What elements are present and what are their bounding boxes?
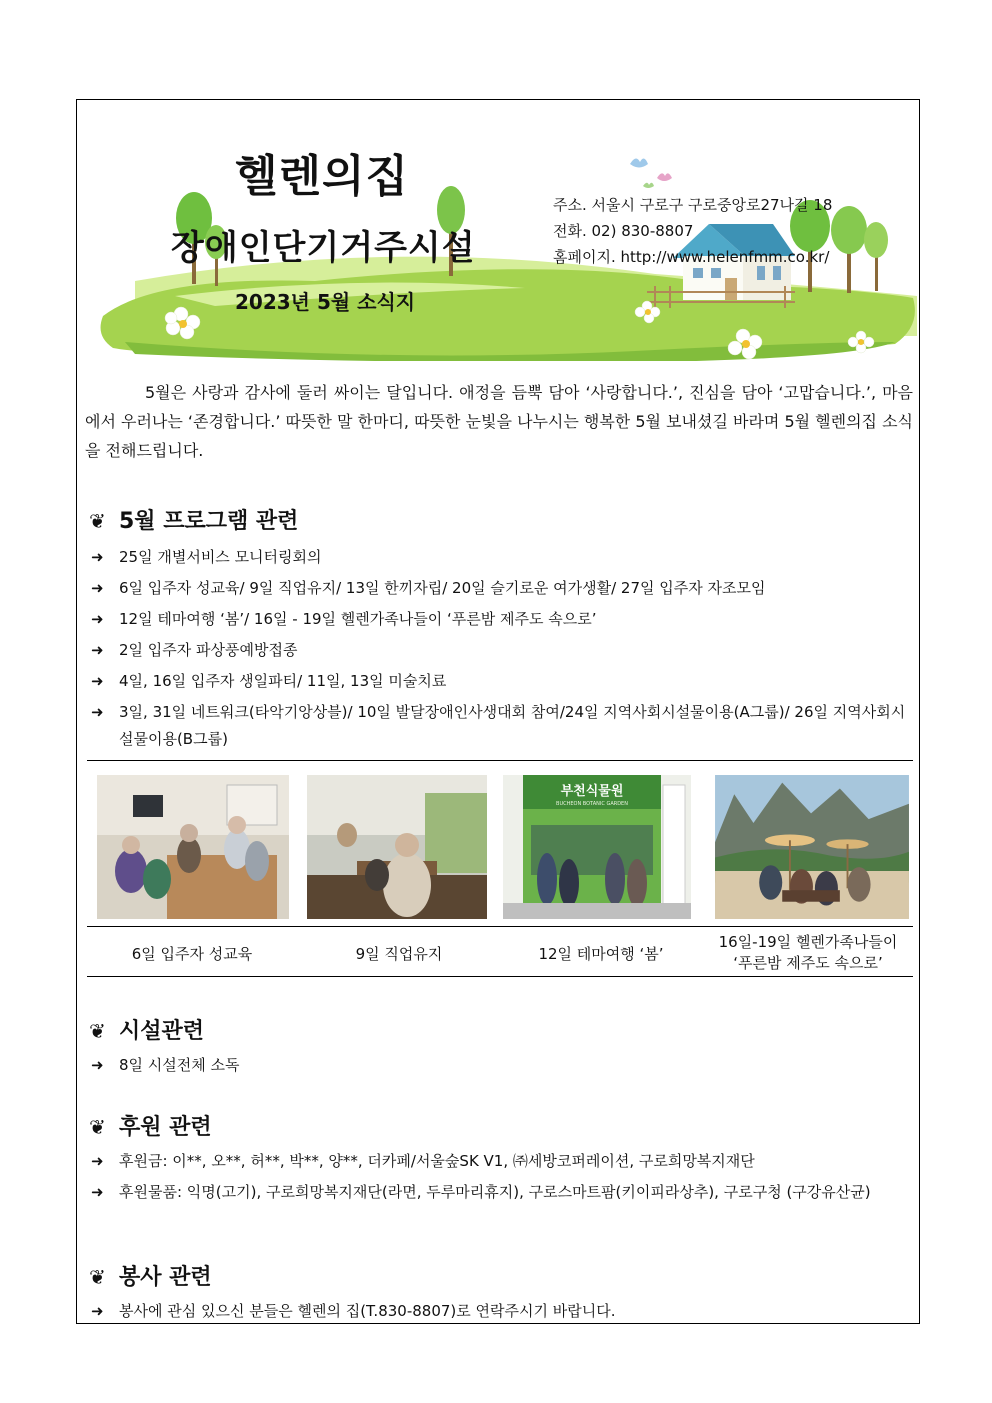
garden-sign-text: 부천식물원 [560, 784, 624, 799]
contact-info [553, 192, 832, 270]
list-item: ➜ 2일 입주자 파상풍예방접종 [91, 635, 913, 666]
photo-theme-trip-spring [503, 775, 691, 919]
list-item: ➜ 봉사에 관심 있으신 분들은 헬렌의 집(T.830-8807)로 연락주시기 바랍니다. [91, 1296, 913, 1327]
fleuron-icon: ❦ [89, 1265, 106, 1289]
photo-bottom-rule [87, 976, 913, 977]
fleuron-icon: ❦ [89, 509, 106, 533]
arrow-icon: ➜ [91, 703, 104, 721]
photo-family-outing-jeju [711, 775, 913, 919]
photo-strip [97, 775, 913, 920]
issue-title: 2023년 5월 소식지 [235, 290, 416, 314]
section-title-program: ❦ 5월 프로그램 관련 [89, 509, 299, 534]
list-item: ➜ 12일 테마여행 ‘봄’/ 16일 - 19일 헬렌가족나들이 ‘푸른밤 제주도 속으로’ [91, 604, 913, 635]
arrow-icon: ➜ [91, 672, 104, 690]
photo-caption: 16일-19일 헬렌가족나들이 ‘푸른밤 제주도 속으로’ [718, 933, 898, 972]
fleuron-icon: ❦ [89, 1115, 106, 1139]
garden-sign-subtext: BUCHEON BOTANIC GARDEN [556, 801, 628, 807]
arrow-icon: ➜ [91, 641, 104, 659]
arrow-icon: ➜ [91, 1183, 104, 1201]
org-name: 헬렌의집 [235, 151, 410, 202]
section-title-facility: ❦ 시설관련 [89, 1019, 205, 1044]
donation-list [91, 1146, 913, 1206]
list-item: ➜ 6일 입주자 성교육/ 9일 직업유지/ 13일 한끼자립/ 20일 슬기로운 여가생활/ 27일 입주자 자조모임 [91, 573, 913, 604]
list-item: ➜ 후원금: 이**, 오**, 허**, 박**, 양**, 더카페/서울숲SK V1, ㈜세방코퍼레이션, 구로희망복지재단 [91, 1146, 913, 1177]
arrow-icon: ➜ [91, 548, 104, 566]
list-item: ➜ 3일, 31일 네트워크(타악기앙상블)/ 10일 발달장애인사생대회 참여/24일 지역사회시설물이용(A그룹)/ 26일 지역사회시설물이용(B그룹) [91, 699, 913, 753]
intro-paragraph: 5월은 사랑과 감사에 둘러 싸이는 달입니다. 애정을 듬뿍 담아 ‘사랑합니다.’, 진심을 담아 ‘고맙습니다.’, 마음에서 우러나는 ‘존경합니다.’ 따뜻한 말 한마디, 따뜻한 눈빛을 나누시는 행복한 5월 보내셨길 바라며 5월 헬렌의집 소식을 전해드립니다. [85, 383, 913, 460]
address: 주소. 서울시 구로구 구로중앙로27나길 18 [553, 196, 833, 214]
program-list [91, 542, 913, 753]
photo-caption: 6일 입주자 성교육 [131, 945, 253, 963]
photo-mid-rule [87, 926, 913, 927]
photo-job-maintenance [307, 775, 487, 919]
photo-caption: 12일 테마여행 ‘봄’ [538, 945, 664, 963]
list-item: ➜ 후원물품: 익명(고기), 구로희망복지재단(라면, 두루마리휴지), 구로스마트팜(키이피라상추), 구로구청 (구강유산균) [91, 1179, 913, 1206]
list-item: ➜ 4일, 16일 입주자 생일파티/ 11일, 13일 미술치료 [91, 666, 913, 697]
section-title-donation: ❦ 후원 관련 [89, 1115, 212, 1140]
list-item: ➜ 25일 개별서비스 모니터링회의 [91, 542, 913, 573]
photo-captions [87, 932, 913, 976]
arrow-icon: ➜ [91, 610, 104, 628]
photo-sex-education [97, 775, 289, 919]
volunteer-list [91, 1296, 913, 1327]
arrow-icon: ➜ [91, 1302, 104, 1320]
fleuron-icon: ❦ [89, 1019, 106, 1043]
arrow-icon: ➜ [91, 1056, 104, 1074]
homepage-link[interactable]: 홈페이지. http://www.helenfmm.co.kr/ [553, 248, 830, 266]
section-title-volunteer: ❦ 봉사 관련 [89, 1265, 212, 1290]
facility-list [91, 1050, 913, 1081]
newsletter-frame [76, 99, 920, 1324]
facility-type: 장애인단기거주시설 [171, 228, 476, 268]
photo-caption: 9일 직업유지 [355, 945, 443, 963]
arrow-icon: ➜ [91, 1152, 104, 1170]
arrow-icon: ➜ [91, 579, 104, 597]
newsletter-header [95, 106, 917, 361]
phone: 전화. 02) 830-8807 [553, 222, 694, 240]
photo-top-rule [87, 760, 913, 761]
list-item: ➜ 8일 시설전체 소독 [91, 1050, 913, 1081]
